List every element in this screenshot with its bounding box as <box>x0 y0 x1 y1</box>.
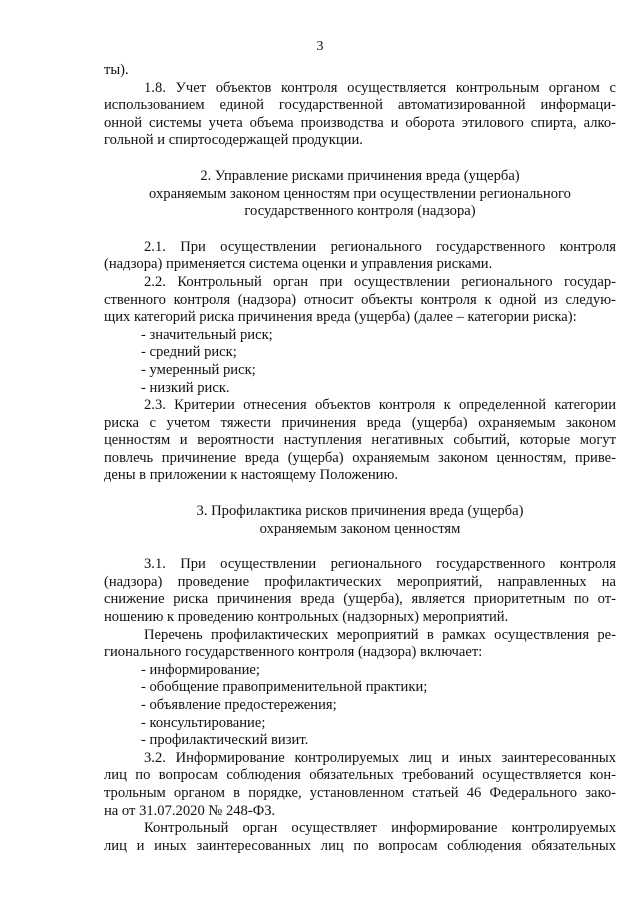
text-line: гионального государственного контроля (надзора) включает: <box>104 644 483 661</box>
list-item: - информирование; <box>141 661 260 678</box>
heading-line: 3. Профилактика рисков причинения вреда (ущерба) <box>196 503 524 520</box>
paragraph-2-3 <box>104 397 616 485</box>
heading-line: 2. Управление рисками причинения вреда (ущерба) <box>200 167 520 184</box>
text-line: (надзора) проведение профилактических мероприятий, направленных на <box>104 573 616 590</box>
text-line: щих категорий риска причинения вреда (ущерба) (далее – категории риска): <box>104 309 577 326</box>
list-item: - консультирование; <box>141 714 266 731</box>
text-line: 2.2. Контрольный орган при осуществлении регионального государ- <box>144 273 616 290</box>
text-line: 2.3. Критерии отнесения объектов контроля к определенной категории <box>144 397 616 414</box>
heading-line: охраняемым законом ценностям <box>259 520 461 537</box>
text-line: использованием единой государственной автоматизированной информаци- <box>104 97 616 114</box>
paragraph-3-1 <box>104 556 616 626</box>
list-item: - средний риск; <box>141 344 237 361</box>
list-item: - значительный риск; <box>141 326 273 343</box>
text-line: лиц по вопросам соблюдения обязательных требований осуществляется кон- <box>104 767 616 784</box>
text-line: (надзора) применяется система оценки и управления рисками. <box>104 256 493 273</box>
text-line: гольной и спиртосодержащей продукции. <box>104 132 363 149</box>
list-item: - профилактический визит. <box>141 732 309 749</box>
text-line: ценностям и вероятности наступления негативных событий, которые могут <box>104 432 616 449</box>
section-3-heading <box>104 503 616 538</box>
list-item: - низкий риск. <box>141 379 230 396</box>
paragraph-3-2 <box>104 750 616 820</box>
list-item: - обобщение правоприменительной практики; <box>141 679 428 696</box>
text-line: 1.8. Учет объектов контроля осуществляется контрольным органом с <box>144 79 616 96</box>
heading-line: государственного контроля (надзора) <box>244 203 476 220</box>
risk-category-list <box>104 327 616 397</box>
text-line: риска с учетом тяжести причинения вреда (ущерба) охраняемым законом <box>104 414 616 431</box>
text-line: ственного контроля (надзора) относит объекты контроля к одной из следую- <box>104 291 616 308</box>
text-line: 3.2. Информирование контролируемых лиц и иных заинтересованных <box>144 749 616 766</box>
text-line: на от 31.07.2020 № 248-ФЗ. <box>104 802 276 819</box>
text-line: Контрольный орган осуществляет информирование контролируемых <box>144 820 616 837</box>
text-line: онной системы учета объема производства и оборота этилового спирта, алко- <box>104 114 616 131</box>
paragraph-1-8 <box>104 80 616 150</box>
text-line: снижение риска причинения вреда (ущерба), является приоритетным по от- <box>104 591 616 608</box>
text-line: дены в приложении к настоящему Положению. <box>104 467 398 484</box>
text-line: лиц и иных заинтересованных лиц по вопросам соблюдения обязательных <box>104 837 616 854</box>
list-item: - умеренный риск; <box>141 361 256 378</box>
list-item: - объявление предостережения; <box>141 697 337 713</box>
text-line: ношению к проведению контрольных (надзорных) мероприятий. <box>104 609 509 626</box>
text-line: Перечень профилактических мероприятий в рамках осуществления ре- <box>144 626 616 643</box>
text-line: трольным органом в порядке, установленном статьей 46 Федерального зако- <box>104 784 616 801</box>
text-line: 2.1. При осуществлении регионального государственного контроля <box>144 238 616 255</box>
text-line: повлечь причинение вреда (ущерба) охраняемым законом ценностям, приве- <box>104 449 616 466</box>
paragraph-list-intro <box>104 627 616 662</box>
text-line: ты). <box>104 62 129 78</box>
paragraph-2-1 <box>104 239 616 274</box>
prevention-measures-list <box>104 662 616 750</box>
paragraph-informing <box>104 820 616 855</box>
document-body <box>104 62 616 855</box>
section-2-heading <box>104 168 616 221</box>
heading-line: охраняемым законом ценностям при осуществлении регионального <box>149 185 571 202</box>
paragraph-2-2 <box>104 274 616 327</box>
page-number: 3 <box>316 39 324 54</box>
text-line: 3.1. При осуществлении регионального государственного контроля <box>144 556 616 573</box>
